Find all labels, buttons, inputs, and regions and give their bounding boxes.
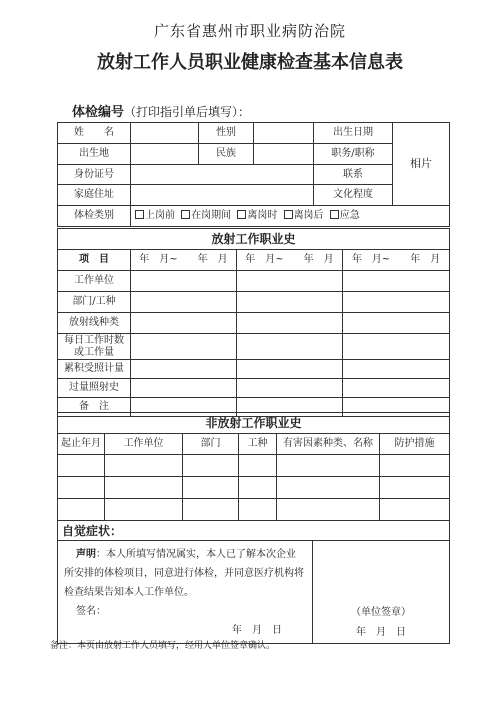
cell[interactable] [237,360,343,379]
cell[interactable] [343,292,450,313]
exam-type-post-job[interactable]: 离岗后 [284,210,324,221]
checkbox-icon [135,210,144,219]
nonradiation-history-title: 非放射工作职业史 [58,413,450,434]
birth-date-label: 出生日期 [314,123,393,144]
cell[interactable] [277,477,380,499]
col-job-type: 工种 [239,434,277,455]
cell[interactable] [343,360,450,379]
radiation-history-title: 放射工作职业史 [58,229,450,250]
cell[interactable] [380,499,450,521]
cell[interactable] [239,477,277,499]
cell[interactable] [380,455,450,477]
col-period: 起止年月 [58,434,105,455]
id-number-label: 身份证号 [58,165,131,185]
row-label-overexposure: 过量照射史 [58,379,131,398]
cell[interactable] [237,292,343,313]
footer-note: 备注：本页由放射工作人员填写，经用人单位签章确认。 [50,641,276,651]
signature-label: 签名： [76,606,106,617]
name-label: 姓 名 [58,123,131,144]
declaration-label: 声明 [76,549,96,560]
checkbox-icon [181,210,190,219]
cell[interactable] [239,455,277,477]
cell[interactable] [131,313,237,334]
row-label-remarks: 备 注 [58,398,131,417]
radiation-history-table [57,228,450,417]
exam-type-on-job[interactable]: 在岗期间 [181,210,231,221]
row-label-daily-hours: 每日工作时数或工作量 [58,334,131,360]
exam-number-note: （打印指引单后填写）： [124,105,251,119]
col-department: 部门 [183,434,239,455]
ethnicity-field[interactable] [254,144,314,165]
declaration-line-3: 检查结果告知本人工作单位。 [64,587,194,598]
exam-number-line [72,101,250,120]
declaration-date: 年 月 日 [232,625,282,636]
gender-label: 性别 [199,123,254,144]
row-label-radiation-type: 放射线种类 [58,313,131,334]
cell[interactable] [58,455,105,477]
cell[interactable] [343,271,450,292]
birthplace-field[interactable] [131,144,199,165]
form-title: 放射工作人员职业健康检查基本信息表 [97,52,403,73]
cell[interactable] [105,455,183,477]
cell[interactable] [131,292,237,313]
row-label-work-unit: 工作单位 [58,271,131,292]
cell[interactable] [183,455,239,477]
checkbox-icon [330,210,339,219]
cell[interactable] [277,455,380,477]
cell[interactable] [58,499,105,521]
cell[interactable] [183,499,239,521]
cell[interactable] [131,271,237,292]
address-field[interactable] [131,185,314,206]
unit-seal-label: （单位签章） [351,607,411,618]
cell[interactable] [343,379,450,398]
period-header-3: 年 月~ 年 月 [343,250,450,271]
cell[interactable] [58,477,105,499]
declaration-box [58,541,313,644]
exam-type-label: 体检类别 [58,206,131,227]
unit-seal-box [313,541,450,644]
row-label-department: 部门/工种 [58,292,131,313]
name-field[interactable] [131,123,199,144]
cell[interactable] [183,477,239,499]
exam-type-emergency[interactable]: 应急 [330,210,360,221]
exam-number-label: 体检编号 [72,105,125,120]
contact-label: 联系 [314,165,393,185]
exam-type-options [131,206,450,227]
ethnicity-label: 民族 [199,144,254,165]
cell[interactable] [380,477,450,499]
cell[interactable] [343,313,450,334]
cell[interactable] [131,334,237,360]
item-header: 项 目 [58,250,131,271]
cell[interactable] [237,379,343,398]
cell[interactable] [131,360,237,379]
symptoms-label: 自觉症状： [58,521,450,541]
job-title-label: 职务/职称 [314,144,393,165]
cell[interactable] [237,313,343,334]
checkbox-icon [237,210,246,219]
cell[interactable] [237,334,343,360]
gender-field[interactable] [254,123,314,144]
symptoms-declaration-table [57,520,450,644]
hospital-name: 广东省惠州市职业病防治院 [153,22,346,40]
basic-info-table [57,122,450,227]
cell[interactable] [277,499,380,521]
nonradiation-history-table [57,412,450,521]
exam-type-leaving[interactable]: 离岗时 [237,210,277,221]
cell[interactable] [343,334,450,360]
cell[interactable] [105,499,183,521]
declaration-line-2: 所安排的体检项目，同意进行体检，并同意医疗机构将 [64,568,304,579]
row-label-cumulative-dose: 累积受照计量 [58,360,131,379]
exam-type-pre-job[interactable]: 上岗前 [135,210,175,221]
photo-box[interactable] [393,123,450,206]
unit-seal-date: 年 月 日 [356,627,406,638]
col-hazard-factors: 有害因素种类、名称 [277,434,380,455]
col-work-unit: 工作单位 [105,434,183,455]
period-header-2: 年 月~ 年 月 [237,250,343,271]
cell[interactable] [237,271,343,292]
photo-label: 相片 [410,157,432,170]
col-protection: 防护措施 [380,434,450,455]
period-header-1: 年 月~ 年 月 [131,250,237,271]
cell[interactable] [131,379,237,398]
education-label: 文化程度 [314,185,393,206]
cell[interactable] [239,499,277,521]
id-number-field[interactable] [131,165,314,185]
checkbox-icon [284,210,293,219]
declaration-line-1: ：本人所填写情况属实，本人已了解本次企业 [96,549,296,560]
birthplace-label: 出生地 [58,144,131,165]
address-label: 家庭住址 [58,185,131,206]
cell[interactable] [105,477,183,499]
